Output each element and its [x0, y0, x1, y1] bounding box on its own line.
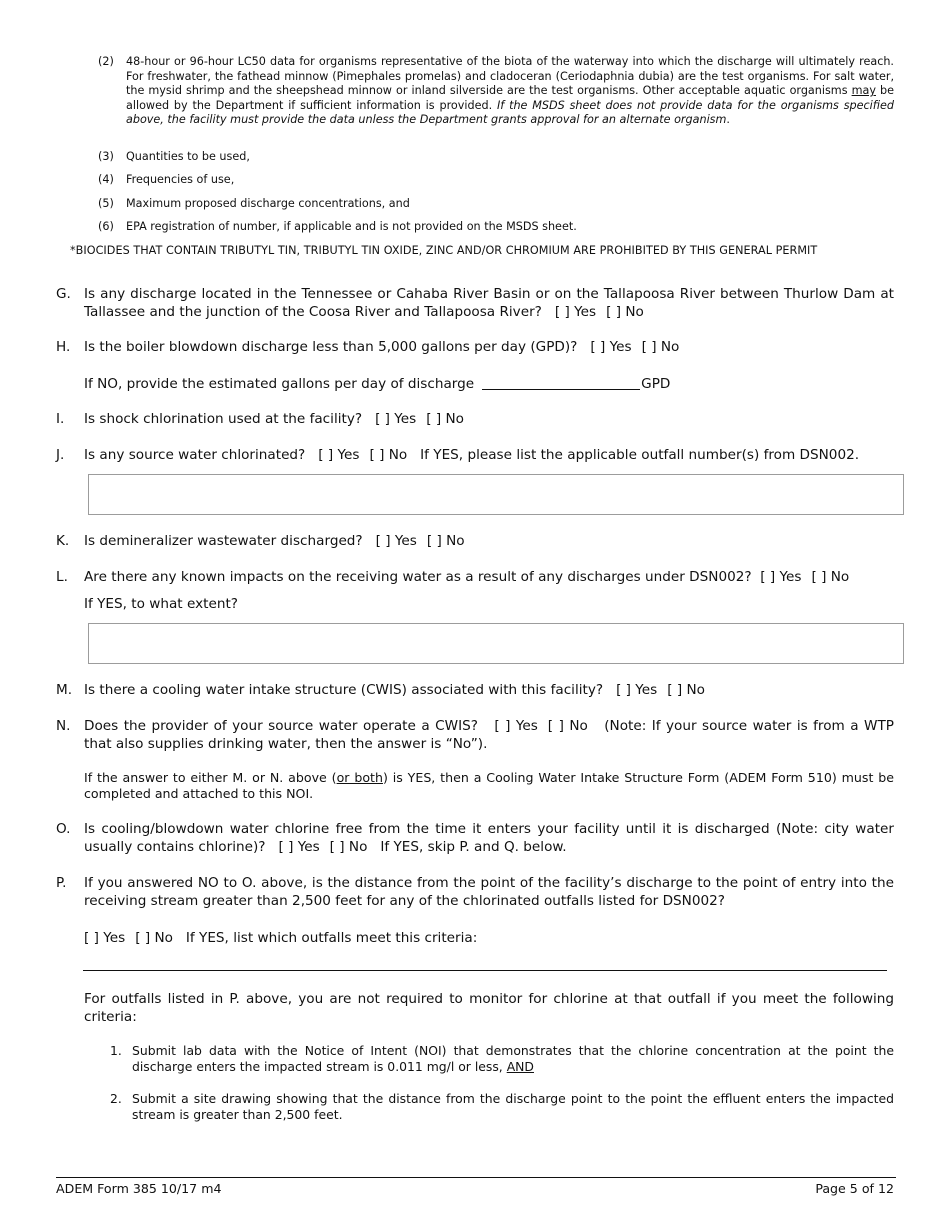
cwis-note: If the answer to either M. or N. above (or both) is YES, then a Cooling Water Intake Structure Form (ADEM Form 510) must be completed and attached to this NOI.: [84, 770, 894, 801]
yes-checkbox[interactable]: [ ] Yes: [84, 930, 126, 946]
no-checkbox[interactable]: [ ] No: [369, 447, 408, 463]
gpd-input-line[interactable]: [482, 375, 640, 390]
no-checkbox[interactable]: [ ] No: [667, 682, 706, 698]
outfalls-input-line[interactable]: [83, 970, 887, 971]
biocides-note: *BIOCIDES THAT CONTAIN TRIBUTYL TIN, TRIBUTYL TIN OXIDE, ZINC AND/OR CHROMIUM ARE PROHIBITED BY THIS GENERAL PERMIT: [70, 244, 818, 257]
no-checkbox[interactable]: [ ] No: [426, 411, 465, 427]
sub-item-2: (2) 48-hour or 96-hour LC50 data for organisms representative of the biota of the waterway into which the discharge will ultimately reach. For freshwater, the fathead minnow (Pimephales promelas) and cladoceran (Ceriodaphnia dubia) are the test organisms. For salt water, the mysid shrimp and the sheepshead minnow or inland silverside are the test organisms. Other acceptable aquatic organisms may be allowed by the Department if sufficient information is provided. If the MSDS sheet does not provide data for the organisms specified above, the facility must provide the data unless the Department grants approval for an alternate organism.: [98, 55, 894, 127]
question-h-followup: If NO, provide the estimated gallons per day of discharge GPD: [84, 376, 671, 392]
yes-checkbox[interactable]: [ ] Yes: [760, 569, 802, 585]
yes-checkbox[interactable]: [ ] Yes: [616, 682, 658, 698]
sub-item-6: (6) EPA registration of number, if applicable and is not provided on the MSDS sheet.: [98, 220, 577, 233]
question-i: I. Is shock chlorination used at the facility? [ ] Yes [ ] No: [56, 411, 465, 427]
yes-checkbox[interactable]: [ ] Yes: [278, 839, 320, 855]
question-n: N. Does the provider of your source water operate a CWIS? [ ] Yes [ ] No (Note: If your source water is from a WTP that also supplies drinking water, then the answer is “No”).: [56, 718, 894, 752]
criteria-intro: For outfalls listed in P. above, you are not required to monitor for chlorine at that outfall if you meet the following criteria:: [84, 991, 894, 1025]
question-o: O. Is cooling/blowdown water chlorine free from the time it enters your facility until it is discharged (Note: city water usually contains chlorine)? [ ] Yes [ ] No If YES, skip P. and Q. below.: [56, 821, 894, 855]
yes-checkbox[interactable]: [ ] Yes: [375, 533, 417, 549]
question-k: K. Is demineralizer wastewater discharged? [ ] Yes [ ] No: [56, 533, 465, 549]
question-h: H. Is the boiler blowdown discharge less than 5,000 gallons per day (GPD)? [ ] Yes [ ] No: [56, 339, 680, 355]
question-m: M. Is there a cooling water intake structure (CWIS) associated with this facility? [ ] Yes [ ] No: [56, 682, 706, 698]
no-checkbox[interactable]: [ ] No: [606, 304, 644, 320]
sub-item-4: (4) Frequencies of use,: [98, 173, 235, 186]
question-p: P. If you answered NO to O. above, is the distance from the point of the facility’s discharge to the point of entry into the receiving stream greater than 2,500 feet for any of the chlorinated outfalls listed for DSN002?: [56, 875, 894, 909]
sub-item-5: (5) Maximum proposed discharge concentrations, and: [98, 197, 410, 210]
question-g: G. Is any discharge located in the Tennessee or Cahaba River Basin or on the Tallapoosa River between Thurlow Dam at Tallassee and the junction of the Coosa River and Tallapoosa River? [ ] Yes [ ] No: [56, 286, 894, 320]
footer-divider: [56, 1177, 896, 1178]
question-l: L. Are there any known impacts on the receiving water as a result of any discharges under DSN002? [ ] Yes [ ] No: [56, 569, 850, 585]
impact-extent-input[interactable]: [88, 623, 904, 664]
no-checkbox[interactable]: [ ] No: [135, 930, 173, 946]
no-checkbox[interactable]: [ ] No: [547, 718, 588, 734]
footer-page-number: Page 5 of 12: [815, 1181, 894, 1196]
outfall-numbers-input[interactable]: [88, 474, 904, 515]
no-checkbox[interactable]: [ ] No: [329, 839, 368, 855]
criteria-item-1: 1. Submit lab data with the Notice of Intent (NOI) that demonstrates that the chlorine concentration at the point the discharge enters the impacted stream is 0.011 mg/l or less, AND: [110, 1043, 894, 1074]
no-checkbox[interactable]: [ ] No: [426, 533, 465, 549]
criteria-item-2: 2. Submit a site drawing showing that the distance from the discharge point to the point the effluent enters the impacted stream is greater than 2,500 feet.: [110, 1091, 894, 1122]
yes-checkbox[interactable]: [ ] Yes: [494, 718, 538, 734]
question-p-answer: [ ] Yes [ ] No If YES, list which outfalls meet this criteria:: [84, 930, 478, 946]
footer-form-id: ADEM Form 385 10/17 m4: [56, 1181, 222, 1196]
question-j: J. Is any source water chlorinated? [ ] Yes [ ] No If YES, please list the applicable outfall number(s) from DSN002.: [56, 447, 860, 463]
no-checkbox[interactable]: [ ] No: [811, 569, 850, 585]
no-checkbox[interactable]: [ ] No: [641, 339, 680, 355]
yes-checkbox[interactable]: [ ] Yes: [318, 447, 360, 463]
gpd-unit: GPD: [641, 376, 671, 392]
sub-item-number: (2): [98, 55, 114, 68]
question-l-followup: If YES, to what extent?: [84, 596, 238, 612]
yes-checkbox[interactable]: [ ] Yes: [590, 339, 632, 355]
sub-item-3: (3) Quantities to be used,: [98, 150, 250, 163]
yes-checkbox[interactable]: [ ] Yes: [375, 411, 417, 427]
yes-checkbox[interactable]: [ ] Yes: [554, 304, 597, 320]
